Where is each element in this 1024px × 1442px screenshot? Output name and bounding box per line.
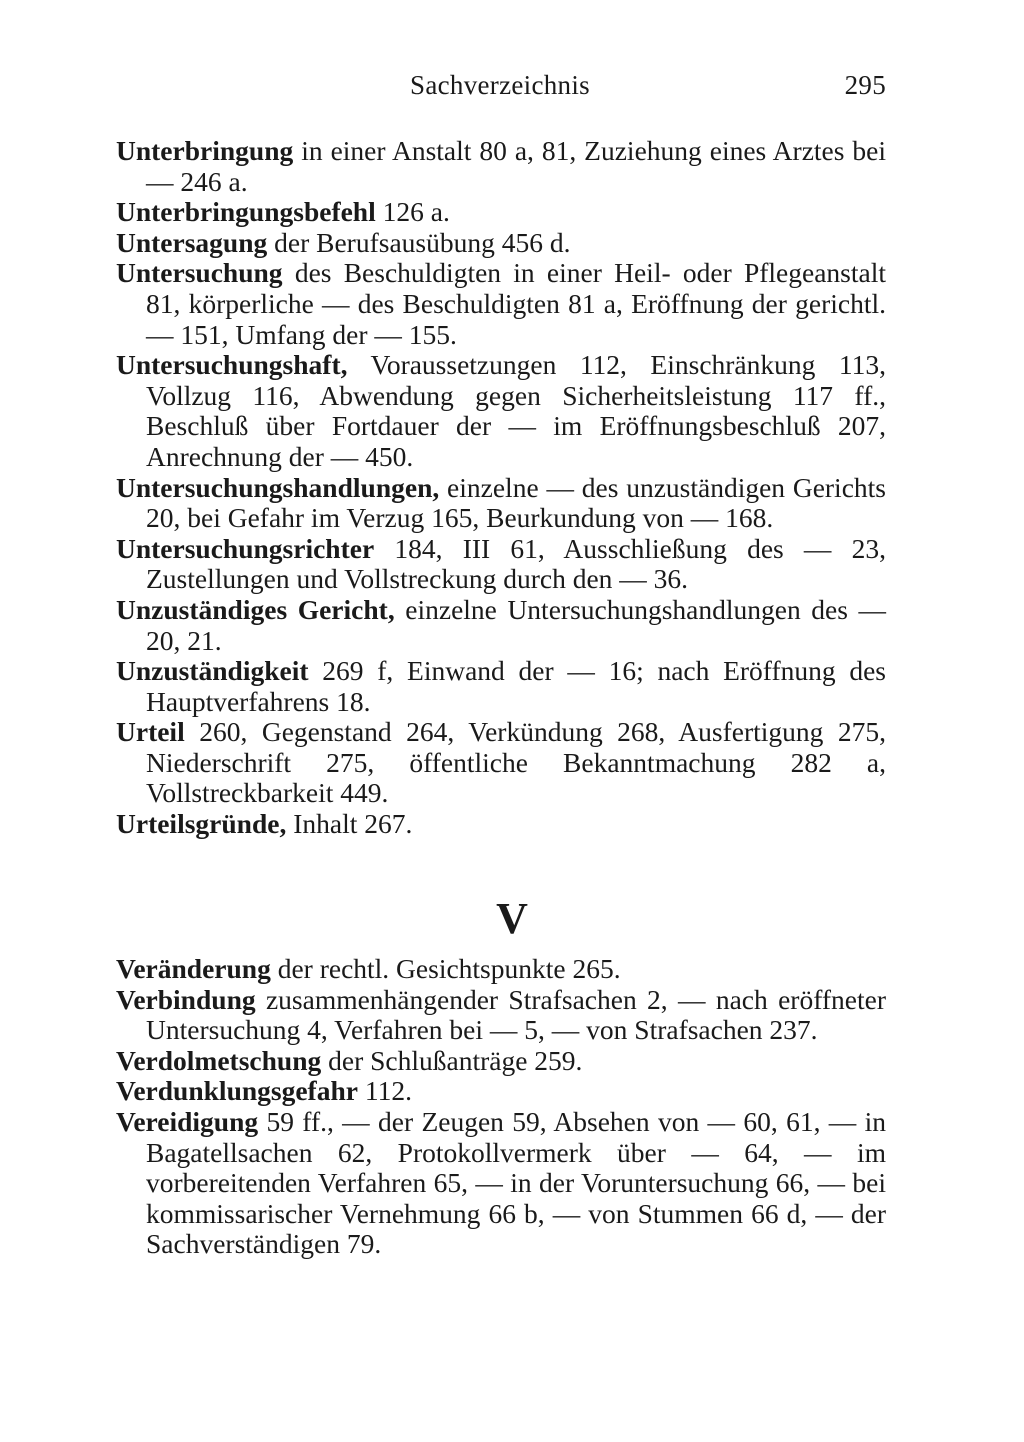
index-entry bbox=[116, 595, 886, 656]
index-term: Untersuchungsrichter bbox=[116, 532, 375, 564]
index-entry bbox=[116, 954, 886, 985]
index-term: Urteilsgründe, bbox=[116, 808, 287, 840]
index-text: 112. bbox=[364, 1075, 412, 1107]
index-term: Untersuchungshaft, bbox=[116, 349, 348, 381]
index-term: Verbindung bbox=[116, 983, 256, 1015]
index-text: 184, III 61, Ausschließung des — 23, Zustellungen und Vollstreckung durch den — 36. bbox=[146, 532, 887, 595]
index-entry bbox=[116, 809, 886, 840]
index-term: Unterbringungsbefehl bbox=[116, 196, 376, 228]
running-head bbox=[114, 70, 886, 106]
index-entry bbox=[116, 136, 886, 197]
index-text: 59 ff., — der Zeugen 59, Absehen von — 60, 61, — in Bagatellsachen 62, Protokollvermerk über — 64, — im vorbereitenden Verfahren 65, — in der Voruntersuchung 66, — bei kommissarischer Vernehmung 66 b, — von Stummen 66 d, — der Sachverständigen 79. bbox=[146, 1105, 886, 1260]
index-entry bbox=[116, 197, 886, 228]
index-text: des Beschuldigten in einer Heil- oder Pflegeanstalt 81, körperliche — des Beschuldigten 81 a, Eröffnung der gerichtl. — 151, Umfang der — 155. bbox=[146, 257, 887, 350]
index-entry bbox=[116, 1107, 886, 1260]
index-entry bbox=[116, 1076, 886, 1107]
index-section-v bbox=[116, 954, 886, 1260]
index-entry bbox=[116, 534, 886, 595]
index-text: der Berufsausübung 456 d. bbox=[274, 226, 571, 258]
index-text: einzelne — des unzuständigen Gerichts 20, bei Gefahr im Verzug 165, Beurkundung von — 168. bbox=[146, 471, 886, 534]
index-entry bbox=[116, 1046, 886, 1077]
index-entry bbox=[116, 985, 886, 1046]
index-entry bbox=[116, 473, 886, 534]
page-number: 295 bbox=[844, 70, 886, 100]
index-text: in einer Anstalt 80 a, 81, Zuziehung eines Arztes bei — 246 a. bbox=[146, 135, 887, 197]
section-letter-v: V bbox=[496, 894, 528, 943]
index-text: 269 f, Einwand der — 16; nach Eröffnung des Hauptverfahrens 18. bbox=[146, 655, 886, 717]
index-term: Veränderung bbox=[116, 953, 271, 984]
index-section-u bbox=[116, 136, 886, 840]
index-term: Untersagung bbox=[116, 226, 268, 258]
index-entry bbox=[116, 258, 886, 350]
index-term: Urteil bbox=[116, 716, 185, 748]
index-text: 126 a. bbox=[382, 196, 450, 228]
index-entry bbox=[116, 656, 886, 717]
index-text: Inhalt 267. bbox=[293, 808, 413, 840]
index-text: der rechtl. Gesichtspunkte 265. bbox=[277, 953, 621, 984]
index-term: Verdunklungsgefahr bbox=[116, 1075, 358, 1107]
index-text: Voraussetzungen 112, Einschränkung 113, Vollzug 116, Abwendung gegen Sicherheitsleistung 117 ff., Beschluß über Fortdauer der — im Eröffnungsbeschluß 207, Anrechnung der — 450. bbox=[146, 349, 886, 472]
index-entry bbox=[116, 228, 886, 259]
index-entry bbox=[116, 350, 886, 472]
index-text: 260, Gegenstand 264, Verkündung 268, Ausfertigung 275, Niederschrift 275, öffentliche Bekanntmachung 282 a, Vollstreckbarkeit 449. bbox=[146, 716, 887, 809]
index-term: Unterbringung bbox=[116, 135, 294, 166]
index-term: Unzuständigkeit bbox=[116, 655, 309, 687]
index-text: der Schlußanträge 259. bbox=[328, 1044, 583, 1076]
running-title: Sachverzeichnis bbox=[410, 70, 590, 100]
index-text: einzelne Untersuchungshandlungen des — 20, 21. bbox=[146, 593, 887, 656]
index-term: Unzuständiges Gericht, bbox=[116, 593, 395, 625]
index-term: Vereidigung bbox=[116, 1105, 259, 1137]
index-term: Untersuchung bbox=[116, 257, 283, 289]
index-term: Verdolmetschung bbox=[116, 1044, 322, 1076]
index-text: zusammenhängender Strafsachen 2, — nach eröffneter Untersuchung 4, Verfahren bei — 5, — von Strafsachen 237. bbox=[146, 983, 886, 1046]
index-term: Untersuchungshandlungen, bbox=[116, 471, 440, 503]
index-entry bbox=[116, 717, 886, 809]
